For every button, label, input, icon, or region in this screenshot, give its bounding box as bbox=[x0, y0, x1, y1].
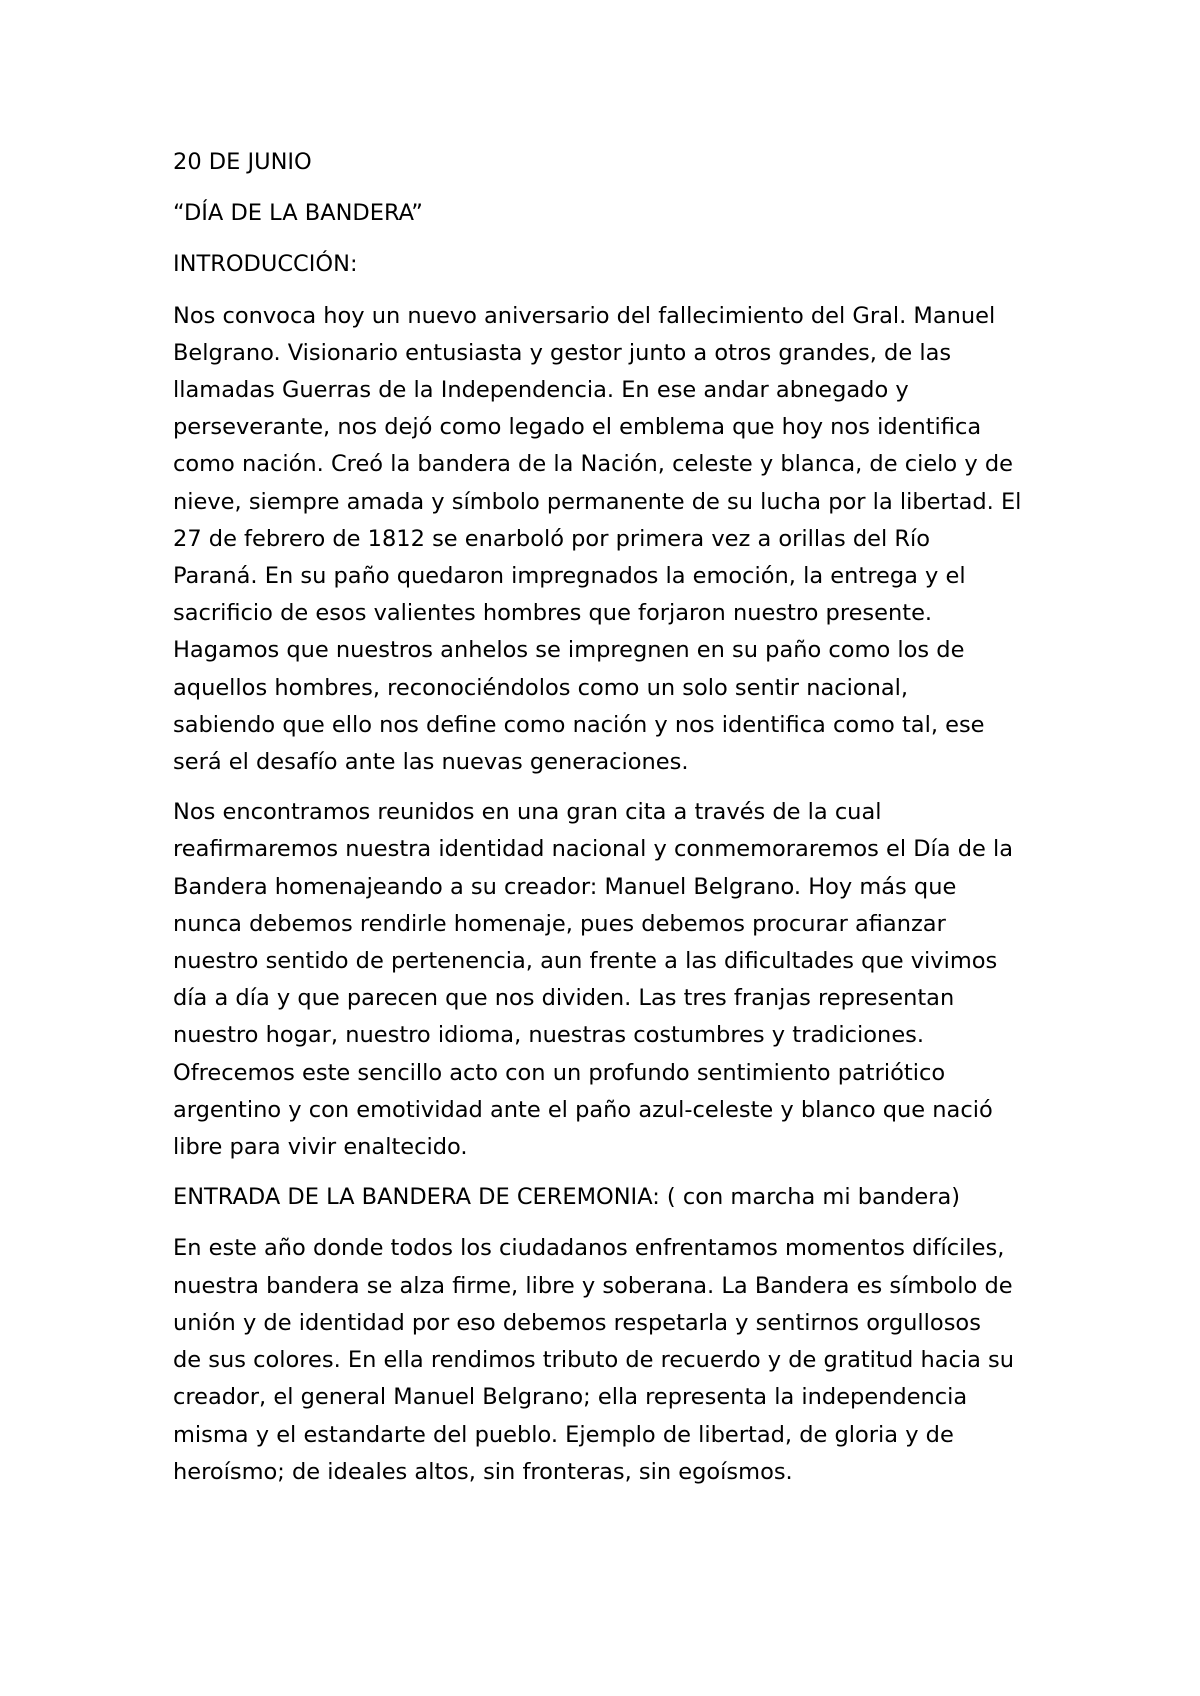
text-line: 27 de febrero de 1812 se enarboló por primera vez a orillas del Río bbox=[173, 525, 931, 552]
document-content bbox=[173, 144, 1073, 1504]
text-line: nunca debemos rendirle homenaje, pues debemos procurar afianzar bbox=[173, 910, 946, 937]
text-line: perseverante, nos dejó como legado el emblema que hoy nos identifica bbox=[173, 414, 982, 441]
ceremony-heading: ENTRADA DE LA BANDERA DE CEREMONIA: ( con marcha mi bandera) bbox=[173, 1184, 961, 1211]
text-line: Hagamos que nuestros anhelos se impregnen en su paño como los de bbox=[173, 637, 965, 664]
text-line: creador, el general Manuel Belgrano; ella representa la independencia bbox=[173, 1384, 968, 1411]
text-line: de sus colores. En ella rendimos tributo de recuerdo y de gratitud hacia su bbox=[173, 1347, 1015, 1374]
text-line: Paraná. En su paño quedaron impregnados la emoción, la entrega y el bbox=[173, 563, 966, 590]
text-line: libre para vivir enaltecido. bbox=[173, 1134, 468, 1161]
text-line: Nos encontramos reunidos en una gran cita a través de la cual bbox=[173, 799, 882, 826]
text-line: argentino y con emotividad ante el paño azul-celeste y blanco que nació bbox=[173, 1096, 993, 1123]
flag-paragraph bbox=[173, 1230, 1073, 1490]
text-line: nuestra bandera se alza firme, libre y soberana. La Bandera es símbolo de bbox=[173, 1272, 1013, 1299]
intro-paragraph bbox=[173, 298, 1073, 782]
text-line: reafirmaremos nuestra identidad nacional y conmemoraremos el Día de la bbox=[173, 836, 1014, 863]
text-line: heroísmo; de ideales altos, sin fronteras, sin egoísmos. bbox=[173, 1458, 793, 1485]
text-line: día a día y que parecen que nos dividen. Las tres franjas representan bbox=[173, 985, 955, 1012]
text-line: En este año donde todos los ciudadanos enfrentamos momentos difíciles, bbox=[173, 1235, 1005, 1262]
text-line: Belgrano. Visionario entusiasta y gestor junto a otros grandes, de las bbox=[173, 339, 952, 366]
gathering-paragraph bbox=[173, 794, 1073, 1166]
text-line: misma y el estandarte del pueblo. Ejemplo de libertad, de gloria y de bbox=[173, 1421, 954, 1448]
text-line: unión y de identidad por eso debemos respetarla y sentirnos orgullosos bbox=[173, 1309, 981, 1336]
document-title: “DÍA DE LA BANDERA” bbox=[173, 200, 423, 227]
text-line: será el desafío ante las nuevas generaciones. bbox=[173, 749, 689, 776]
text-line: nieve, siempre amada y símbolo permanente de su lucha por la libertad. El bbox=[173, 488, 1022, 515]
text-line: Bandera homenajeando a su creador: Manuel Belgrano. Hoy más que bbox=[173, 873, 957, 900]
date-heading: 20 DE JUNIO bbox=[173, 149, 312, 175]
text-line: nuestro sentido de pertenencia, aun frente a las dificultades que vivimos bbox=[173, 948, 998, 975]
text-line: Ofrecemos este sencillo acto con un profundo sentimiento patriótico bbox=[173, 1059, 946, 1086]
text-line: sacrificio de esos valientes hombres que forjaron nuestro presente. bbox=[173, 600, 933, 627]
text-line: sabiendo que ello nos define como nación y nos identifica como tal, ese bbox=[173, 711, 985, 738]
text-line: llamadas Guerras de la Independencia. En ese andar abnegado y bbox=[173, 377, 909, 404]
text-line: como nación. Creó la bandera de la Nación, celeste y blanca, de cielo y de bbox=[173, 451, 1013, 478]
text-line: Nos convoca hoy un nuevo aniversario del fallecimiento del Gral. Manuel bbox=[173, 302, 996, 329]
text-line: nuestro hogar, nuestro idioma, nuestras costumbres y tradiciones. bbox=[173, 1022, 925, 1049]
text-line: aquellos hombres, reconociéndolos como un solo sentir nacional, bbox=[173, 674, 909, 701]
intro-heading: INTRODUCCIÓN: bbox=[173, 251, 358, 278]
